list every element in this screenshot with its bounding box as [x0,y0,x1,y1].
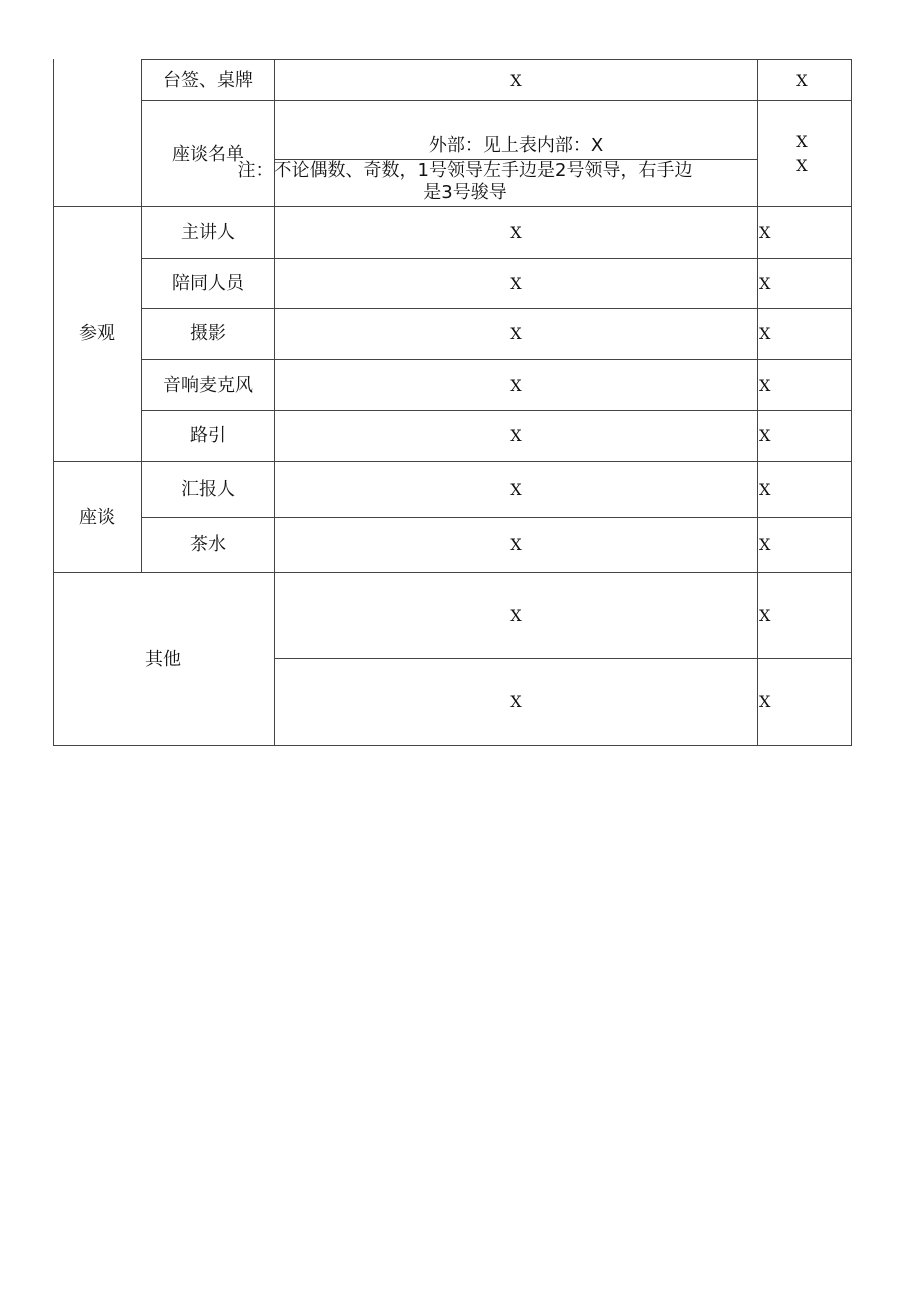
row-mark: X [759,480,771,499]
row-content: X [510,606,522,625]
table-rule [53,572,852,573]
table-rule [141,410,852,411]
row-mark: X [796,132,808,151]
group-label: 参观 [79,323,115,344]
row-item-label: 路引 [190,425,226,446]
row-mark: X [796,71,808,90]
row-mark: X [759,274,771,293]
row-content: X [510,692,522,711]
seating-list-content: 外部：见上表内部：X [428,135,604,156]
row-mark: X [759,606,771,625]
row-content: X [510,535,522,554]
row-mark: X [796,156,808,175]
row-item-label: 陪同人员 [172,273,244,294]
seating-list-note: 注：不论偶数、奇数，1号领导左手边是2号领导，右手边是3号骏导 [237,160,693,203]
table-rule [851,59,852,746]
table-rule [53,745,852,746]
row-content: X [510,274,522,293]
row-item-label: 茶水 [190,534,226,555]
row-mark: X [759,692,771,711]
row-content: X [510,426,522,445]
row-content: X [510,223,522,242]
row-item-label: 摄影 [190,323,226,344]
row-item-label: 音响麦克风 [163,375,253,396]
row-item-label: 台签、桌牌 [163,70,253,91]
row-item-label: 座谈名单 [172,144,244,165]
table-rule [141,359,852,360]
group-label: 其他 [145,649,181,670]
row-item-label: 主讲人 [181,222,235,243]
row-mark: X [759,376,771,395]
row-item-label: 汇报人 [181,479,235,500]
table-rule [53,59,54,746]
row-content: X [510,376,522,395]
row-content: X [510,71,522,90]
table-rule [274,658,852,659]
table-rule [141,258,852,259]
row-mark: X [759,426,771,445]
table-rule [141,59,142,573]
table-rule [141,308,852,309]
table-rule [53,206,852,207]
row-content: X [510,324,522,343]
table-rule [53,461,852,462]
row-content: X [510,480,522,499]
table-rule [757,59,758,746]
row-mark: X [759,535,771,554]
table-rule [141,59,852,60]
group-label: 座谈 [79,507,115,528]
row-mark: X [759,324,771,343]
table-rule [141,100,852,101]
row-mark: X [759,223,771,242]
table-rule [141,517,852,518]
